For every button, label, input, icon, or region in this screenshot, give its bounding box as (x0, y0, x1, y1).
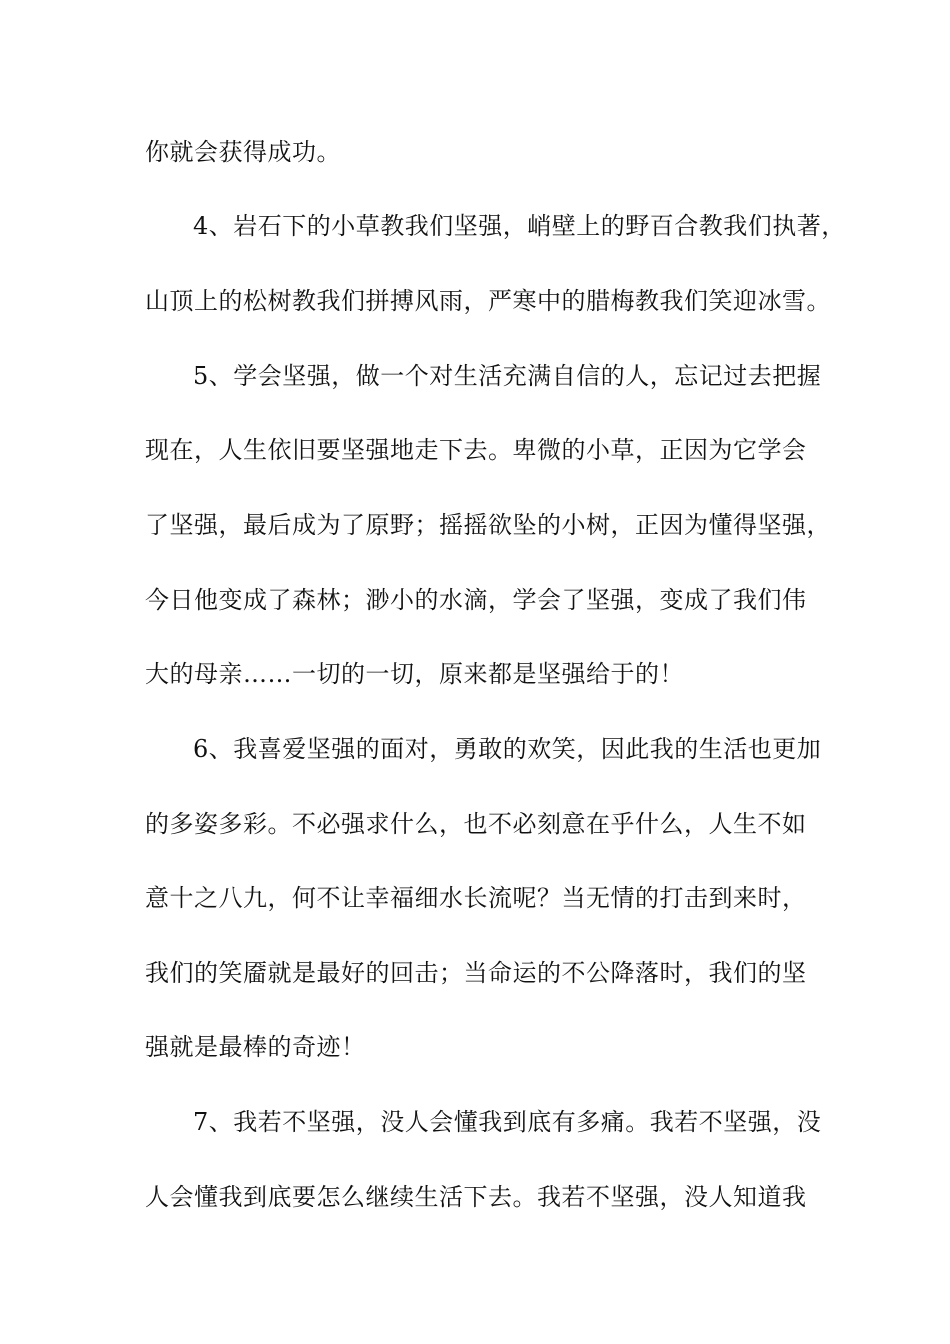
text-line: 的多姿多彩。不必强求什么，也不必刻意在乎什么，人生不如 (145, 810, 807, 838)
text-line: 我们的笑靥就是最好的回击；当命运的不公降落时，我们的坚 (145, 959, 807, 987)
text-line: 大的母亲……一切的一切，原来都是坚强给于的！ (145, 660, 684, 688)
text-line: 了坚强，最后成为了原野；摇摇欲坠的小树，正因为懂得坚强， (145, 511, 831, 539)
text-line: 今日他变成了森林；渺小的水滴，学会了坚强，变成了我们伟 (145, 586, 807, 614)
text-line: 6、我喜爱坚强的面对，勇敢的欢笑，因此我的生活也更加 (193, 735, 822, 763)
text-line: 现在，人生依旧要坚强地走下去。卑微的小草，正因为它学会 (145, 436, 807, 464)
text-line: 4、岩石下的小草教我们坚强，峭壁上的野百合教我们执著， (193, 212, 846, 240)
text-line: 山顶上的松树教我们拼搏风雨，严寒中的腊梅教我们笑迎冰雪。 (145, 287, 831, 315)
text-line: 意十之八九，何不让幸福细水长流呢？当无情的打击到来时， (145, 884, 807, 912)
text-line: 你就会获得成功。 (145, 138, 341, 166)
text-line: 7、我若不坚强，没人会懂我到底有多痛。我若不坚强，没 (193, 1108, 822, 1136)
text-line: 人会懂我到底要怎么继续生活下去。我若不坚强，没人知道我 (145, 1183, 807, 1211)
text-line: 强就是最棒的奇迹！ (145, 1033, 366, 1061)
text-line: 5、学会坚强，做一个对生活充满自信的人，忘记过去把握 (193, 362, 822, 390)
